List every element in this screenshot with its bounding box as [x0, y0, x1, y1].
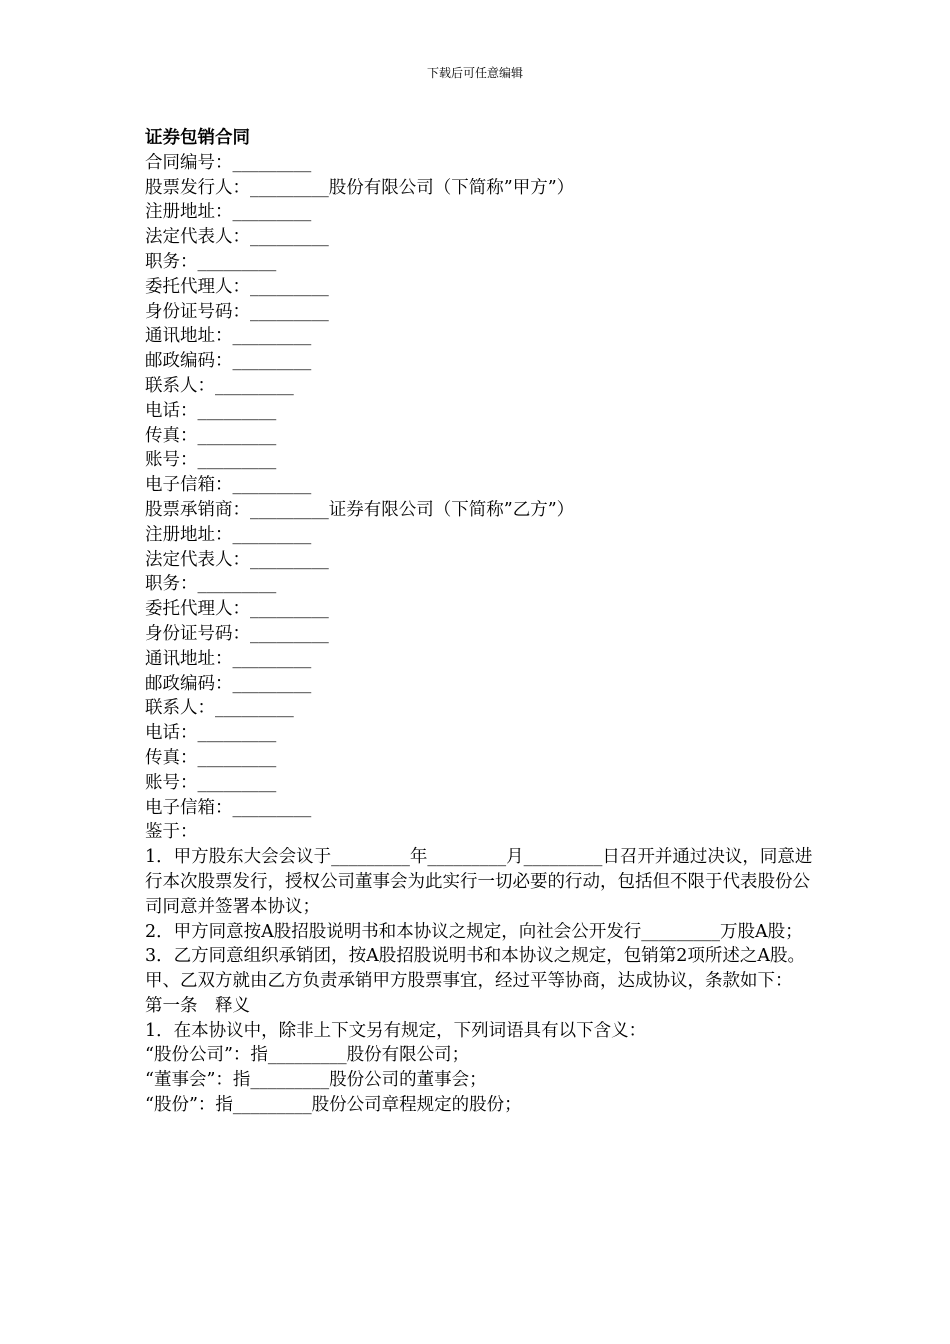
contract-number-line: 合同编号：_________	[145, 152, 312, 173]
party-b-fax: 传真：_________	[145, 747, 277, 768]
party-a-fax: 传真：_________	[145, 425, 277, 446]
party-a-legal-rep: 法定代表人：_________	[145, 227, 329, 248]
whereas-heading: 鉴于：	[145, 822, 198, 843]
definition-company: “股份公司”：指_________股份有限公司；	[145, 1045, 470, 1066]
document-title: 证券包销合同	[145, 128, 250, 148]
party-b-legal-rep: 法定代表人：_________	[145, 549, 329, 570]
whereas-item-1: 1．甲方股东大会会议于_________年_________月_________日召开并通过决议，同意进行本次股票发行，授权公司董事会为此实行一切必要的行动，包括但不限于代表股份公司同意并签署本协议；	[145, 847, 813, 917]
party-a-section	[145, 151, 813, 498]
party-b-reg-address: 注册地址：_________	[145, 524, 312, 545]
party-a-mail-address: 通讯地址：_________	[145, 326, 312, 347]
party-b-phone: 电话：_________	[145, 723, 277, 744]
party-b-id-number: 身份证号码：_________	[145, 623, 329, 644]
party-a-phone: 电话：_________	[145, 400, 277, 421]
document-body	[145, 126, 813, 1118]
definition-board: “董事会”：指_________股份公司的董事会；	[145, 1070, 487, 1091]
party-a-position: 职务：_________	[145, 251, 277, 272]
party-b-contact: 联系人：_________	[145, 698, 294, 719]
party-b-mail-address: 通讯地址：_________	[145, 648, 312, 669]
page-header: 下载后可任意编辑	[426, 66, 523, 80]
party-b-postcode: 邮政编码：_________	[145, 673, 312, 694]
party-a-postcode: 邮政编码：_________	[145, 351, 312, 372]
article-1-section	[145, 994, 813, 1118]
definition-shares: “股份”：指_________股份公司章程规定的股份；	[145, 1095, 522, 1116]
party-b-account: 账号：_________	[145, 772, 277, 793]
party-a-contact: 联系人：_________	[145, 375, 294, 396]
article-1-heading: 第一条 释义	[145, 995, 250, 1016]
party-b-section	[145, 498, 813, 820]
whereas-item-2: 2．甲方同意按A股招股说明书和本协议之规定，向社会公开发行_________万股A股；	[145, 921, 803, 942]
party-b-position: 职务：_________	[145, 574, 277, 595]
whereas-item-3: 3．乙方同意组织承销团，按A股招股说明书和本协议之规定，包销第2项所述之A股。	[145, 946, 806, 967]
party-a-email: 电子信箱：_________	[145, 475, 312, 496]
underwriter-line: 股票承销商：_________证券有限公司（下简称”乙方”）	[145, 499, 575, 520]
party-a-agent: 委托代理人：_________	[145, 276, 329, 297]
party-a-account: 账号：_________	[145, 450, 277, 471]
party-a-id-number: 身份证号码：_________	[145, 301, 329, 322]
article-1-item-1: 1．在本协议中，除非上下文另有规定，下列词语具有以下含义：	[145, 1020, 647, 1041]
party-b-agent: 委托代理人：_________	[145, 599, 329, 620]
party-a-reg-address: 注册地址：_________	[145, 202, 312, 223]
agreement-statement: 甲、乙双方就由乙方负责承销甲方股票事宜，经过平等协商，达成协议，条款如下：	[145, 971, 793, 992]
issuer-line: 股票发行人：_________股份有限公司（下简称”甲方”）	[145, 177, 575, 198]
party-b-email: 电子信箱：_________	[145, 797, 312, 818]
whereas-section	[145, 820, 813, 994]
